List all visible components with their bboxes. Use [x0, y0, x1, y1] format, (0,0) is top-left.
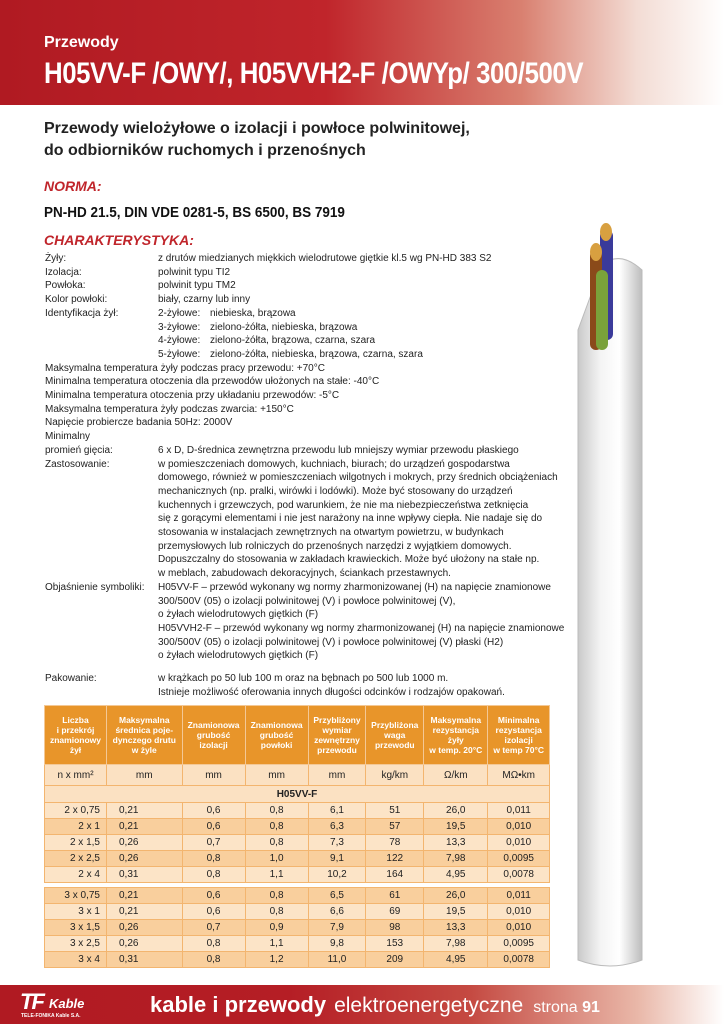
page-number: 91	[582, 999, 600, 1016]
header-line: wymiar	[322, 725, 352, 735]
prop-value: polwinit typu TM2	[158, 280, 236, 292]
table-cell: 0,21	[106, 803, 182, 819]
table-row	[45, 803, 550, 819]
table-cell: 3 x 2,5	[45, 936, 107, 952]
table-cell: 4,95	[424, 867, 488, 883]
table-row	[45, 936, 550, 952]
header-line: przewodu	[374, 740, 415, 750]
table-cell: 0,8	[245, 803, 308, 819]
usage-line: stosowania w instalacjach zewnętrznych na otwartym powietrzu, w budynkach	[158, 527, 504, 539]
company-logo: TF	[20, 989, 43, 1014]
table-row	[45, 851, 550, 867]
page-title: H05VV-F /OWY/, H05VVH2-F /OWYp/ 300/500V	[44, 57, 584, 90]
symbols-line: H05VV-F – przewód wykonany wg normy zharmonizowanej (H) na napięcie znamionowe	[158, 581, 551, 593]
usage-line: w pomieszczeniach domowych, kuchniach, biurach; do urządzeń gospodarstwa	[158, 458, 510, 470]
prop-key: Izolacja:	[45, 266, 82, 278]
prop-row-powloka	[45, 279, 585, 293]
prop-value: biały, czarny lub inny	[158, 294, 251, 306]
table-cell: 69	[366, 904, 424, 920]
table-body-2-core	[45, 803, 550, 883]
core-count: 5-żyłowe:	[158, 348, 201, 360]
header-banner	[0, 0, 724, 105]
characteristics-label: CHARAKTERYSTYKA:	[44, 232, 194, 248]
subtitle-line-1: Przewody wielożyłowe o izolacji i powłoce polwinitowej,	[44, 120, 470, 137]
header-line: powłoki	[260, 740, 293, 750]
usage-line: przemysłowych lub rolniczych do przenośnych narzędzi z wyjątkiem domowych.	[158, 540, 512, 552]
header-line: dynczego drutu	[112, 735, 176, 745]
usage-line: się z gorącymi elementami i nie jest narażony na inne wpływy ciepła. Nie nadaje się do	[158, 513, 543, 525]
prop-row-zyly	[45, 252, 585, 266]
table-cell: 1,1	[245, 867, 308, 883]
table-cell: 0,6	[182, 803, 245, 819]
header-line: waga	[384, 730, 406, 740]
table-row	[45, 904, 550, 920]
prop-key: Identyfikacja żył:	[45, 307, 119, 319]
table-cell: 0,21	[106, 888, 182, 904]
page-label: strona	[533, 999, 578, 1016]
table-cell: 0,26	[106, 835, 182, 851]
table-cell: 0,26	[106, 851, 182, 867]
core-colors: zielono-żółta, niebieska, brązowa	[210, 321, 358, 333]
table-cell: 26,0	[424, 803, 488, 819]
prop-key: Zastosowanie:	[45, 458, 110, 470]
prop-value: polwinit typu TI2	[158, 266, 231, 278]
table-cell: 0,9	[245, 920, 308, 936]
header-category: Przewody	[44, 34, 119, 51]
prop-key: Żyły:	[45, 253, 67, 264]
bend-label-line: Minimalny	[45, 431, 91, 443]
core-count: 3-żyłowe:	[158, 321, 201, 333]
table-cell: 6,1	[308, 803, 366, 819]
table-cell: 0,6	[182, 904, 245, 920]
table-cell: 122	[366, 851, 424, 867]
temp-short-line: Maksymalna temperatura żyły podczas zwarcia: +150°C	[45, 403, 294, 415]
header-line: grubość	[259, 730, 294, 740]
table-cell: 0,8	[245, 888, 308, 904]
usage-line: Dopuszczalny do stosowania w zakładach krawieckich. Może być ułożony na stałe np.	[158, 554, 540, 566]
table-group-row	[45, 786, 550, 803]
group-title: H05VV-F	[45, 786, 550, 803]
symbols-line: o żyłach wielodrutowych giętkich (F)	[158, 650, 319, 662]
prop-key: Kolor powłoki:	[45, 294, 108, 306]
table-cell: 10,2	[308, 867, 366, 883]
table-cell: 0,010	[488, 819, 550, 835]
header-line: znamionowy	[49, 735, 101, 745]
col-header-sheath	[245, 706, 308, 765]
prop-row-bend	[45, 444, 585, 458]
table-cell: 6,6	[308, 904, 366, 920]
table-cell: 0,8	[245, 819, 308, 835]
core-color-list	[158, 307, 585, 362]
table-row	[45, 819, 550, 835]
table-cell: 2 x 2,5	[45, 851, 107, 867]
prop-value: z drutów miedzianych miękkich wielodrutowe giętkie kl.5 wg PN-HD 383 S2	[158, 253, 492, 264]
header-line: Liczba	[62, 715, 89, 725]
table-cell: 78	[366, 835, 424, 851]
header-line: i przekrój	[56, 725, 95, 735]
usage-line: domowego, również w pomieszczeniach wilgotnych i mokrych, przy średnich obciążeniach	[158, 472, 558, 484]
table-cell: 2 x 0,75	[45, 803, 107, 819]
footer-bold: kable i przewody	[150, 992, 327, 1017]
usage-line: mechanicznych (np. pralki, wirówki i lodówki). Może być stosowany do urządzeń	[158, 485, 513, 497]
usage-line: w meblach, zabudowach dekoracyjnych, ściankach przestawnych.	[158, 568, 451, 580]
table-cell: 0,010	[488, 835, 550, 851]
core-color-item	[158, 307, 585, 321]
table-cell: 0,011	[488, 888, 550, 904]
symbols-line: o żyłach wielodrutowych giętkich (F)	[158, 609, 319, 621]
core-count: 4-żyłowe:	[158, 335, 201, 347]
core-color-item	[158, 334, 585, 348]
header-line: w temp 70°C	[493, 745, 544, 755]
table-cell: 2 x 4	[45, 867, 107, 883]
packing-line: Istnieje możliwość oferowania innych długości odcinków i rodzajów opakowań.	[158, 686, 505, 698]
unit-cell: mm	[106, 765, 182, 786]
header-line: Maksymalna	[430, 715, 482, 725]
characteristics-list	[45, 252, 585, 700]
unit-cell: mm	[245, 765, 308, 786]
table-cell: 3 x 4	[45, 952, 107, 968]
table-cell: 7,9	[308, 920, 366, 936]
prop-value: 6 x D, D-średnica zewnętrzna przewodu lub mniejszy wymiar przewodu płaskiego	[158, 444, 519, 456]
temp-max-line: Maksymalna temperatura żyły podczas pracy przewodu: +70°C	[45, 362, 325, 374]
col-header-insulation-resistance	[488, 706, 550, 765]
table-cell: 3 x 1,5	[45, 920, 107, 936]
header-line: żyły	[447, 735, 464, 745]
cable-illustration	[570, 210, 650, 970]
prop-key: Objaśnienie symboliki:	[45, 581, 145, 593]
table-cell: 0,8	[245, 904, 308, 920]
table-row	[45, 835, 550, 851]
core-color-item	[158, 348, 585, 362]
table-cell: 6,3	[308, 819, 366, 835]
table-cell: 19,5	[424, 819, 488, 835]
header-line: zewnętrzny	[314, 735, 360, 745]
table-cell: 0,8	[182, 936, 245, 952]
header-line: Przybliżona	[371, 720, 419, 730]
col-header-outer-dimension	[308, 706, 366, 765]
logo-subtext: TELE-FONIKA Kable S.A.	[21, 1013, 81, 1019]
table-cell: 13,3	[424, 920, 488, 936]
table-cell: 0,011	[488, 803, 550, 819]
table-cell: 0,6	[182, 819, 245, 835]
table-row	[45, 920, 550, 936]
header-line: w żyle	[131, 745, 157, 755]
symbols-line: 300/500V (05) o izolacji polwinitowej (V) i powłoce polwinitowej (V),	[158, 595, 456, 607]
table-cell: 0,26	[106, 920, 182, 936]
norma-standards: PN-HD 21.5, DIN VDE 0281-5, BS 6500, BS 7919	[44, 204, 345, 221]
table-cell: 9,8	[308, 936, 366, 952]
header-line: izolacji	[504, 735, 533, 745]
table-cell: 19,5	[424, 904, 488, 920]
symbols-line: H05VVH2-F – przewód wykonany wg normy zharmonizowanej (H) na napięcie znamionowe	[158, 622, 565, 634]
prop-key: Pakowanie:	[45, 673, 97, 685]
packing-line: w krążkach po 50 lub 100 m oraz na bębnach po 500 lub 1000 m.	[158, 673, 449, 685]
prop-key: promień gięcia:	[45, 444, 113, 456]
symbols-text	[158, 581, 585, 663]
table-cell: 7,3	[308, 835, 366, 851]
header-line: rezystancja	[432, 725, 479, 735]
table-cell: 0,0078	[488, 867, 550, 883]
table-cell: 0,7	[182, 835, 245, 851]
voltage-line: Napięcie probiercze badania 50Hz: 2000V	[45, 417, 233, 429]
header-line: Znamionowa	[187, 720, 240, 730]
unit-cell: n x mm²	[45, 765, 107, 786]
table-body-3-core	[45, 888, 550, 968]
table-cell: 1,1	[245, 936, 308, 952]
core-colors: niebieska, brązowa	[210, 307, 296, 319]
table-cell: 0,0078	[488, 952, 550, 968]
table-cell: 0,31	[106, 867, 182, 883]
core-color-item	[158, 321, 585, 335]
prop-row-symbols	[45, 581, 585, 663]
table-cell: 9,1	[308, 851, 366, 867]
table-cell: 0,6	[182, 888, 245, 904]
table-cell: 11,0	[308, 952, 366, 968]
table-cell: 209	[366, 952, 424, 968]
logo-text: Kable	[49, 996, 85, 1011]
table-cell: 0,010	[488, 920, 550, 936]
table-cell: 98	[366, 920, 424, 936]
table-cell: 0,26	[106, 936, 182, 952]
unit-cell: Ω/km	[424, 765, 488, 786]
col-header-insulation	[182, 706, 245, 765]
table-row	[45, 867, 550, 883]
table-header-row	[45, 706, 550, 765]
prop-row-kolor	[45, 293, 585, 307]
prop-key: Powłoka:	[45, 280, 86, 292]
col-header-weight	[366, 706, 424, 765]
table-cell: 0,0095	[488, 936, 550, 952]
unit-cell: MΩ•km	[488, 765, 550, 786]
table-cell: 3 x 1	[45, 904, 107, 920]
table-cell: 6,5	[308, 888, 366, 904]
table-row	[45, 952, 550, 968]
footer-light: elektroenergetyczne	[334, 994, 524, 1017]
prop-row-identyfikacja	[45, 307, 585, 362]
footer-text	[150, 992, 600, 1018]
table-cell: 0,8	[182, 952, 245, 968]
table-cell: 51	[366, 803, 424, 819]
core-count: 2-żyłowe:	[158, 307, 201, 319]
prop-row-usage	[45, 458, 585, 581]
col-header-resistance	[424, 706, 488, 765]
header-line: Maksymalna	[118, 715, 170, 725]
table-cell: 26,0	[424, 888, 488, 904]
col-header-wire-diameter	[106, 706, 182, 765]
temp-laying-line: Minimalna temperatura otoczenia przy układaniu przewodów: -5°C	[45, 390, 340, 402]
subtitle-line-2: do odbiorników ruchomych i przenośnych	[44, 142, 366, 159]
header-line: rezystancja	[495, 725, 542, 735]
table-cell: 0,010	[488, 904, 550, 920]
table-row	[45, 888, 550, 904]
unit-cell: mm	[308, 765, 366, 786]
table-cell: 0,0095	[488, 851, 550, 867]
header-line: żył	[69, 745, 82, 755]
header-line: przewodu	[317, 745, 357, 755]
table-cell: 0,21	[106, 904, 182, 920]
table-cell: 0,31	[106, 952, 182, 968]
table-cell: 2 x 1,5	[45, 835, 107, 851]
prop-row-packing	[45, 672, 585, 699]
table-cell: 13,3	[424, 835, 488, 851]
header-line: izolacji	[199, 740, 228, 750]
table-cell: 4,95	[424, 952, 488, 968]
temp-fixed-line: Minimalna temperatura otoczenia dla przewodów ułożonych na stałe: -40°C	[45, 376, 380, 388]
table-cell: 2 x 1	[45, 819, 107, 835]
unit-cell: mm	[182, 765, 245, 786]
symbols-line: 300/500V (05) o izolacji polwinitowej (V) i powłoce polwinitowej (V) płaski (H2)	[158, 636, 504, 648]
table-cell: 7,98	[424, 851, 488, 867]
header-line: Znamionowa	[250, 720, 303, 730]
col-header-cross-section	[45, 706, 107, 765]
header-line: Przybliżony	[313, 715, 361, 725]
table-cell: 1,0	[245, 851, 308, 867]
core-colors: zielono-żółta, niebieska, brązowa, czarna, szara	[210, 348, 423, 360]
header-line: Minimalna	[497, 715, 540, 725]
table-cell: 61	[366, 888, 424, 904]
norma-label: NORMA:	[44, 178, 102, 194]
usage-text	[158, 458, 585, 581]
table-cell: 0,8	[182, 867, 245, 883]
usage-line: kuchennych i grzewczych, pod warunkiem, że nie ma niebezpieczeństwa zetknięcia	[158, 499, 529, 511]
unit-cell: kg/km	[366, 765, 424, 786]
prop-row-izolacja	[45, 266, 585, 280]
table-cell: 0,8	[182, 851, 245, 867]
core-colors: zielono-żółta, brązowa, czarna, szara	[210, 335, 376, 347]
table-cell: 0,7	[182, 920, 245, 936]
packing-text	[158, 672, 585, 699]
header-line: średnica poje-	[115, 725, 174, 735]
table-cell: 0,8	[245, 835, 308, 851]
header-line: w temp. 20°C	[429, 745, 483, 755]
table-units-row	[45, 765, 550, 786]
table-cell: 164	[366, 867, 424, 883]
header-line: grubość	[196, 730, 231, 740]
table-cell: 0,21	[106, 819, 182, 835]
table-cell: 153	[366, 936, 424, 952]
subtitle	[44, 118, 504, 162]
table-cell: 1,2	[245, 952, 308, 968]
specification-table	[44, 705, 550, 968]
table-cell: 3 x 0,75	[45, 888, 107, 904]
table-cell: 57	[366, 819, 424, 835]
table-cell: 7,98	[424, 936, 488, 952]
